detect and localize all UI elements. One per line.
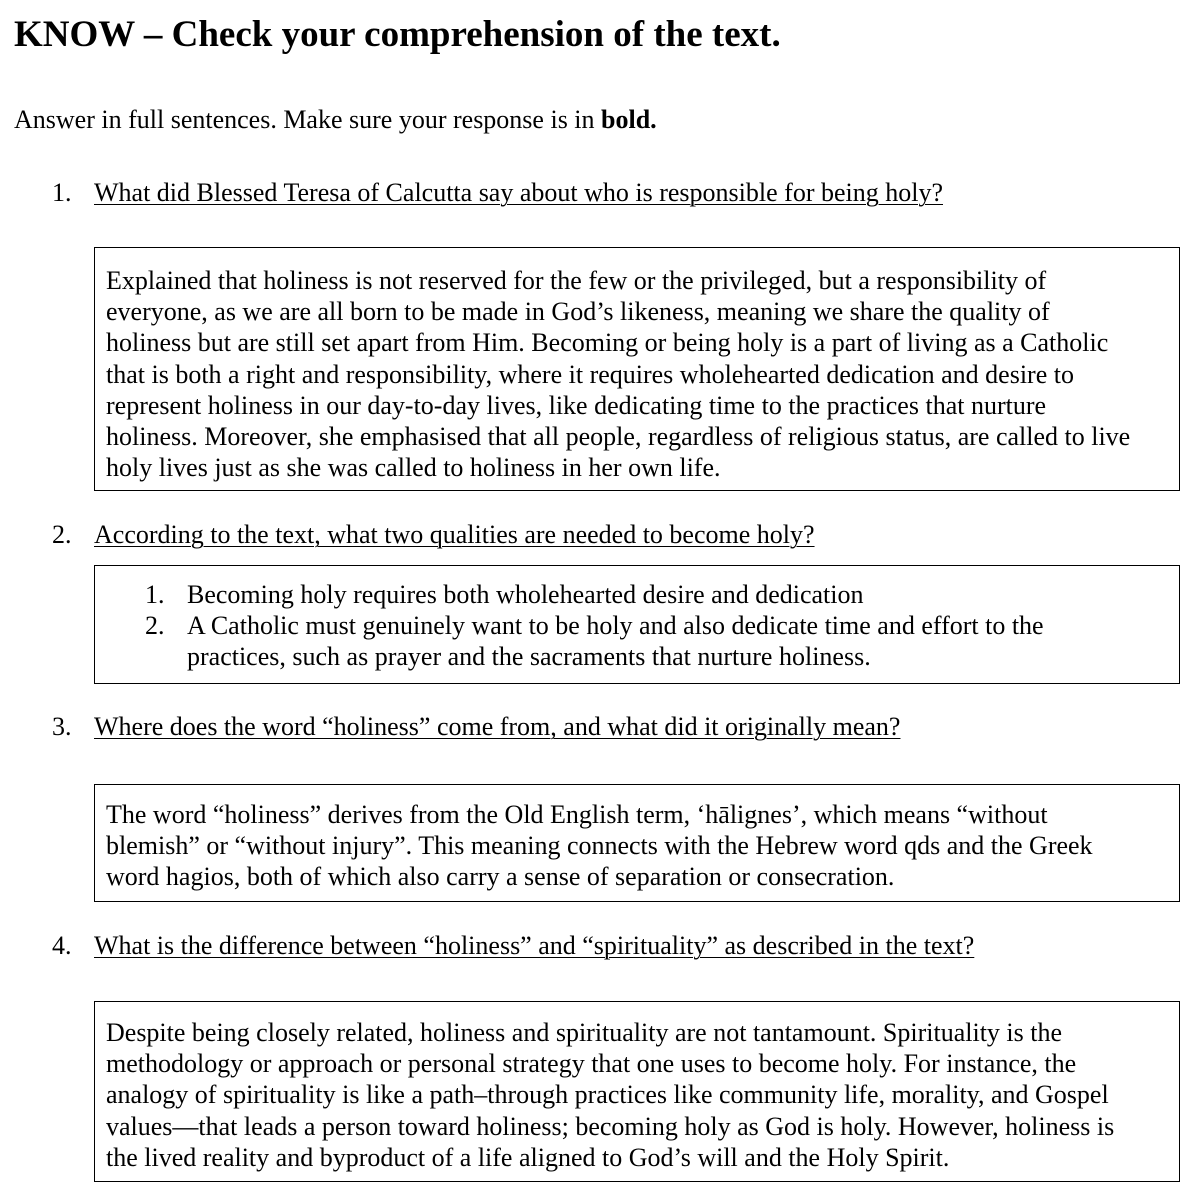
question-number: 2.: [52, 520, 72, 549]
page-title: KNOW – Check your comprehension of the text.: [14, 14, 781, 55]
answer-line: that is both a right and responsibility, where it requires wholehearted dedication and desire to: [106, 359, 1074, 389]
question-number: 1.: [52, 178, 72, 207]
answer-line: everyone, as we are all born to be made in God’s likeness, meaning we share the quality of: [106, 297, 1050, 327]
answer-line: represent holiness in our day-to-day lives, like dedicating time to the practices that nurture: [106, 390, 1047, 420]
answer-box-3[interactable]: [94, 784, 1180, 902]
answer-line: A Catholic must genuinely want to be holy and also dedicate time and effort to the: [187, 611, 1044, 641]
question-3: [52, 711, 900, 743]
answer-box-4[interactable]: [94, 1001, 1180, 1182]
answer-box-2[interactable]: [94, 565, 1180, 684]
instructions: [14, 104, 657, 136]
answer-line: the lived reality and byproduct of a life aligned to God’s will and the Holy Spirit.: [106, 1142, 950, 1172]
answer-box-1[interactable]: [94, 247, 1180, 491]
answer-line: Becoming holy requires both wholehearted desire and dedication: [187, 580, 864, 609]
answer-line: Explained that holiness is not reserved for the few or the privileged, but a responsibility of: [106, 266, 1047, 295]
answer-line: holiness but are still set apart from Him. Becoming or being holy is a part of living as a Catholic: [106, 328, 1109, 358]
answer-line: holiness. Moreover, she emphasised that all people, regardless of religious status, are called to live: [106, 422, 1131, 452]
answer-list-item: [95, 610, 1169, 672]
question-text: Where does the word “holiness” come from, and what did it originally mean?: [94, 712, 901, 741]
question-text: According to the text, what two qualities are needed to become holy?: [94, 520, 815, 549]
question-1: [52, 177, 943, 209]
answer-line: analogy of spirituality is like a path–through practices like community life, morality, and Gospel: [106, 1080, 1109, 1110]
instructions-text: Answer in full sentences. Make sure your response is in: [14, 105, 602, 134]
answer-line: values—that leads a person toward holiness; becoming holy as God is holy. However, holiness is: [106, 1111, 1115, 1141]
question-number: 4.: [52, 931, 72, 960]
answer-line: holy lives just as she was called to holiness in her own life.: [106, 453, 721, 483]
question-text: What is the difference between “holiness” and “spirituality” as described in the text?: [94, 931, 975, 960]
answer-line: methodology or approach or personal strategy that one uses to become holy. For instance, the: [106, 1049, 1077, 1079]
answer-item-number: 1.: [145, 580, 165, 609]
answer-list: [95, 579, 1169, 673]
answer-line: word hagios, both of which also carry a sense of separation or consecration.: [106, 862, 895, 892]
answer-line: The word “holiness” derives from the Old English term, ‘hālignes’, which means “without: [106, 800, 1048, 829]
answer-line: blemish” or “without injury”. This meaning connects with the Hebrew word qds and the Greek: [106, 831, 1093, 861]
answer-line: practices, such as prayer and the sacraments that nurture holiness.: [187, 642, 871, 672]
instructions-bold: bold.: [601, 105, 657, 134]
question-4: [52, 930, 974, 962]
question-text: What did Blessed Teresa of Calcutta say about who is responsible for being holy?: [94, 178, 943, 207]
answer-item-number: 2.: [145, 611, 165, 641]
answer-list-item: [95, 579, 1169, 610]
question-2: [52, 519, 815, 551]
answer-line: Despite being closely related, holiness and spirituality are not tantamount. Spirituality is the: [106, 1018, 1063, 1047]
question-number: 3.: [52, 712, 72, 741]
